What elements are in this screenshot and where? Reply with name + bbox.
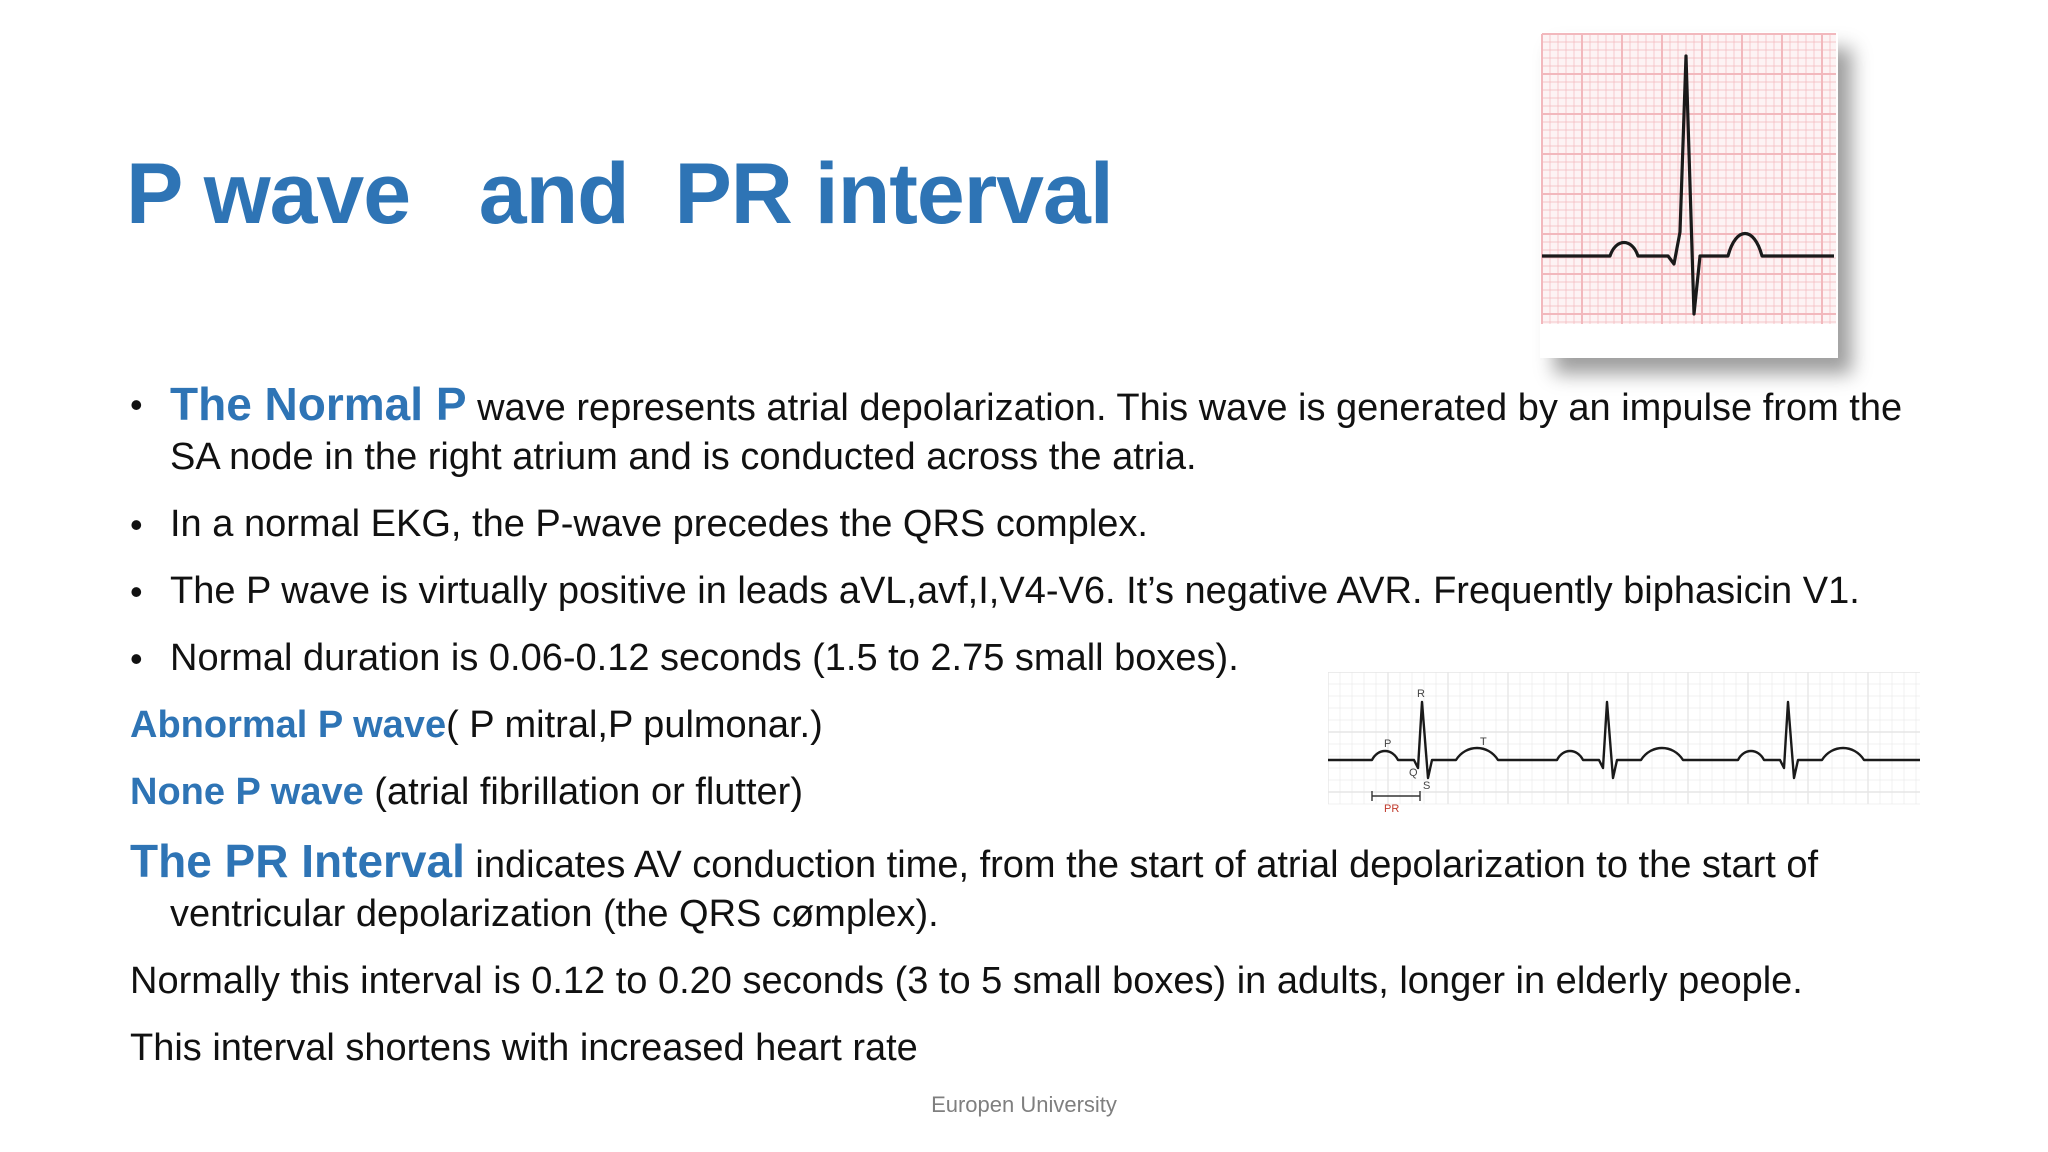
slide-title: P wave and PR interval [126,146,1113,242]
bullet-positive-leads [130,567,1930,616]
ecg-trace-icon [1540,32,1838,358]
strip-label-s: S [1423,780,1431,792]
bullet-text: The P wave is virtually positive in leads aVL,avf,I,V4-V6. It’s negative AVR. Frequently biphasicin V1. [170,570,1860,612]
line-shortens: This interval shortens with increased heart rate [130,1027,918,1069]
line-none-p [130,768,1930,817]
line-text: indicates AV conduction time, from the start of atrial depolarization to the start of ventricular depolarization (the QRS cømplex). [170,844,1819,935]
ekg-card-image [1540,32,1838,358]
bullet-text: Normal duration is 0.06-0.12 seconds (1.5 to 2.75 small boxes). [170,637,1239,679]
bullet-dot: • [130,638,143,679]
line-pr-interval [130,837,1930,939]
line-abnormal-p [130,701,1930,750]
strip-label-p: P [1384,738,1392,750]
accent-none-p: None P wave [130,771,364,813]
accent-abnormal-p: Abnormal P wave [130,704,447,746]
slide-content [130,380,1930,1073]
bullet-text: wave represents atrial depolarization. This wave is generated by an impulse from the SA node in the right atrium and is conducted across the atria. [170,387,1903,478]
strip-label-t: T [1480,736,1487,748]
bullet-dot: • [130,571,143,612]
strip-label-pr: PR [1384,803,1400,814]
accent-normal-p: The Normal P [170,378,467,430]
bullet-dot: • [130,504,143,545]
bullet-text: In a normal EKG, the P-wave precedes the QRS complex. [170,503,1148,545]
bullet-dot: • [130,384,143,425]
bullet-normal-p [130,380,1930,482]
line-normally: Normally this interval is 0.12 to 0.20 seconds (3 to 5 small boxes) in adults, longer in elderly people. [130,960,1803,1002]
strip-label-q: Q [1409,767,1418,779]
accent-pr-interval: The PR Interval [130,835,465,887]
line-text: (atrial fibrillation or flutter) [363,771,803,813]
bullet-precedes-qrs [130,500,1930,549]
bullet-duration [130,634,1930,683]
strip-label-r: R [1417,688,1425,700]
footer-text: Europen University [931,1092,1117,1117]
line-text: ( P mitral,P pulmonar.) [446,704,823,746]
